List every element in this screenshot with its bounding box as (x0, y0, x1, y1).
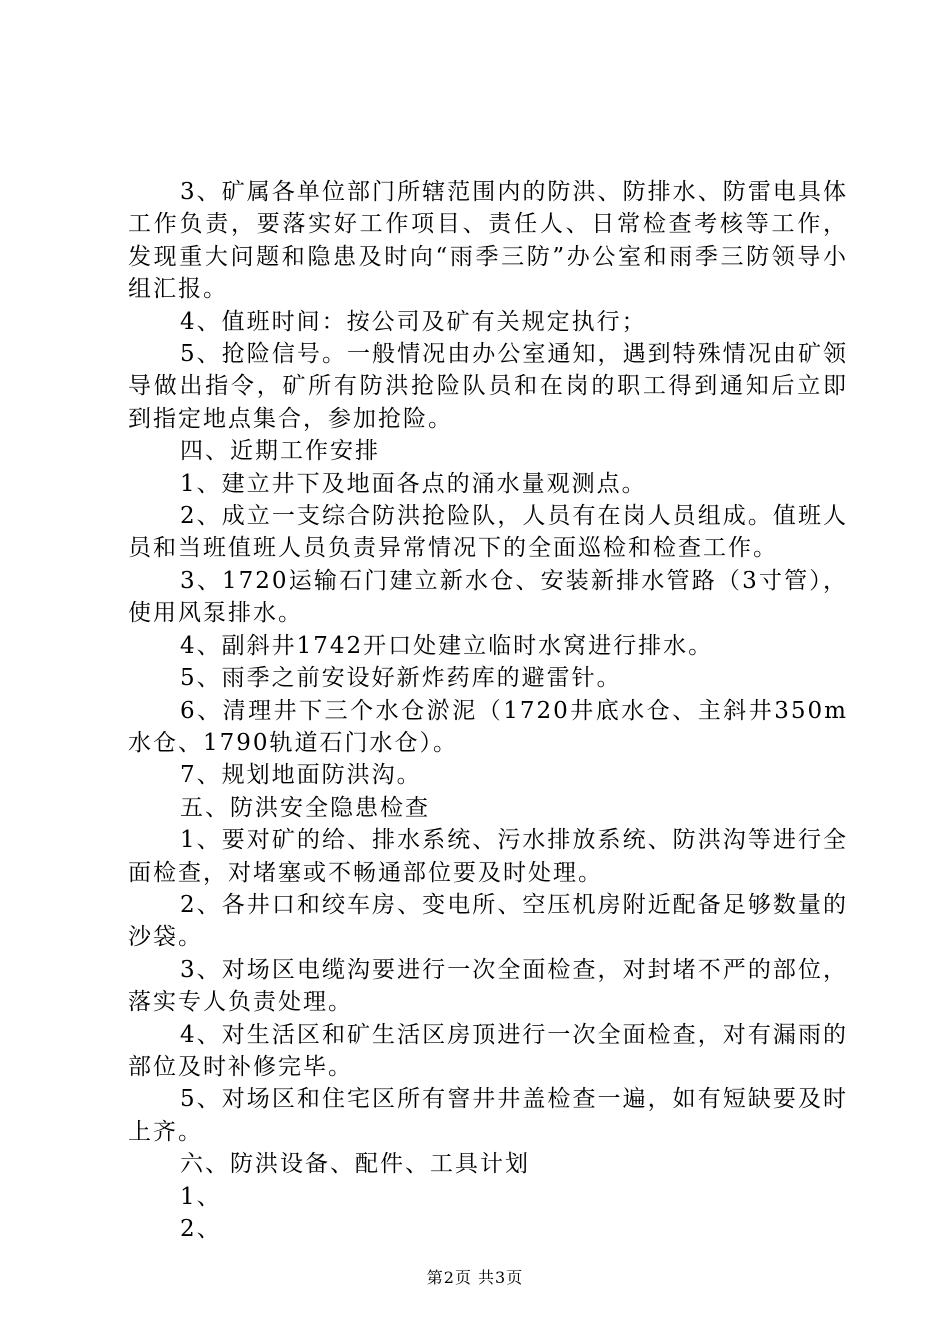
section-4-item-4: 4、副斜井1742开口处建立临时水窝进行排水。 (180, 632, 714, 659)
section-5-item-1: 1、要对矿的给、排水系统、污水排放系统、防洪沟等进行全面检查，对堵塞或不畅通部位要及时处理。 (128, 827, 848, 886)
section-4-item-7: 7、规划地面防洪沟。 (180, 762, 422, 789)
section-4-item-5: 5、雨季之前安设好新炸药库的避雷针。 (180, 665, 622, 692)
item-5-rescue-signal: 5、抢险信号。一般情况由办公室通知，遇到特殊情况由矿领导做出指令，矿所有防洪抢险队员和在岗的职工得到通知后立即到指定地点集合，参加抢险。 (128, 341, 848, 432)
section-5-item-5: 5、对场区和住宅区所有窨井井盖检查一遍，如有短缺要及时上齐。 (128, 1086, 848, 1145)
section-6-heading: 六、防洪设备、配件、工具计划 (180, 1151, 530, 1178)
section-6-item-1: 1、 (180, 1183, 222, 1210)
item-3-duty: 3、矿属各单位部门所辖范围内的防洪、防排水、防雷电具体工作负责，要落实好工作项目、责任人、日常检查考核等工作，发现重大问题和隐患及时向“雨季三防”办公室和雨季三防领导小组汇报。 (128, 179, 848, 303)
section-4-item-2: 2、成立一支综合防洪抢险队，人员有在岗人员组成。值班人员和当班值班人员负责异常情况下的全面巡检和检查工作。 (128, 503, 848, 562)
section-4-item-3: 3、1720运输石门建立新水仓、安装新排水管路（3寸管），使用风泵排水。 (128, 567, 848, 627)
section-4-heading: 四、近期工作安排 (180, 438, 380, 465)
section-6-item-2: 2、 (180, 1216, 222, 1242)
section-4-item-6: 6、清理井下三个水仓淤泥（1720井底水仓、主斜井350m水仓、1790轨道石门水仓）。 (128, 697, 848, 756)
page-footer: 第2页 共3页 (426, 1268, 524, 1287)
item-4-shift-time: 4、值班时间：按公司及矿有关规定执行； (180, 308, 647, 335)
document-body (128, 176, 848, 1245)
section-5-item-2: 2、各井口和绞车房、变电所、空压机房附近配备足够数量的沙袋。 (128, 891, 848, 951)
section-5-item-4: 4、对生活区和矿生活区房顶进行一次全面检查，对有漏雨的部位及时补修完毕。 (128, 1021, 848, 1080)
section-5-heading: 五、防洪安全隐患检查 (180, 794, 430, 821)
section-5-item-3: 3、对场区电缆沟要进行一次全面检查，对封堵不严的部位，落实专人负责处理。 (128, 956, 848, 1016)
section-4-item-1: 1、建立井下及地面各点的涌水量观测点。 (180, 470, 647, 497)
